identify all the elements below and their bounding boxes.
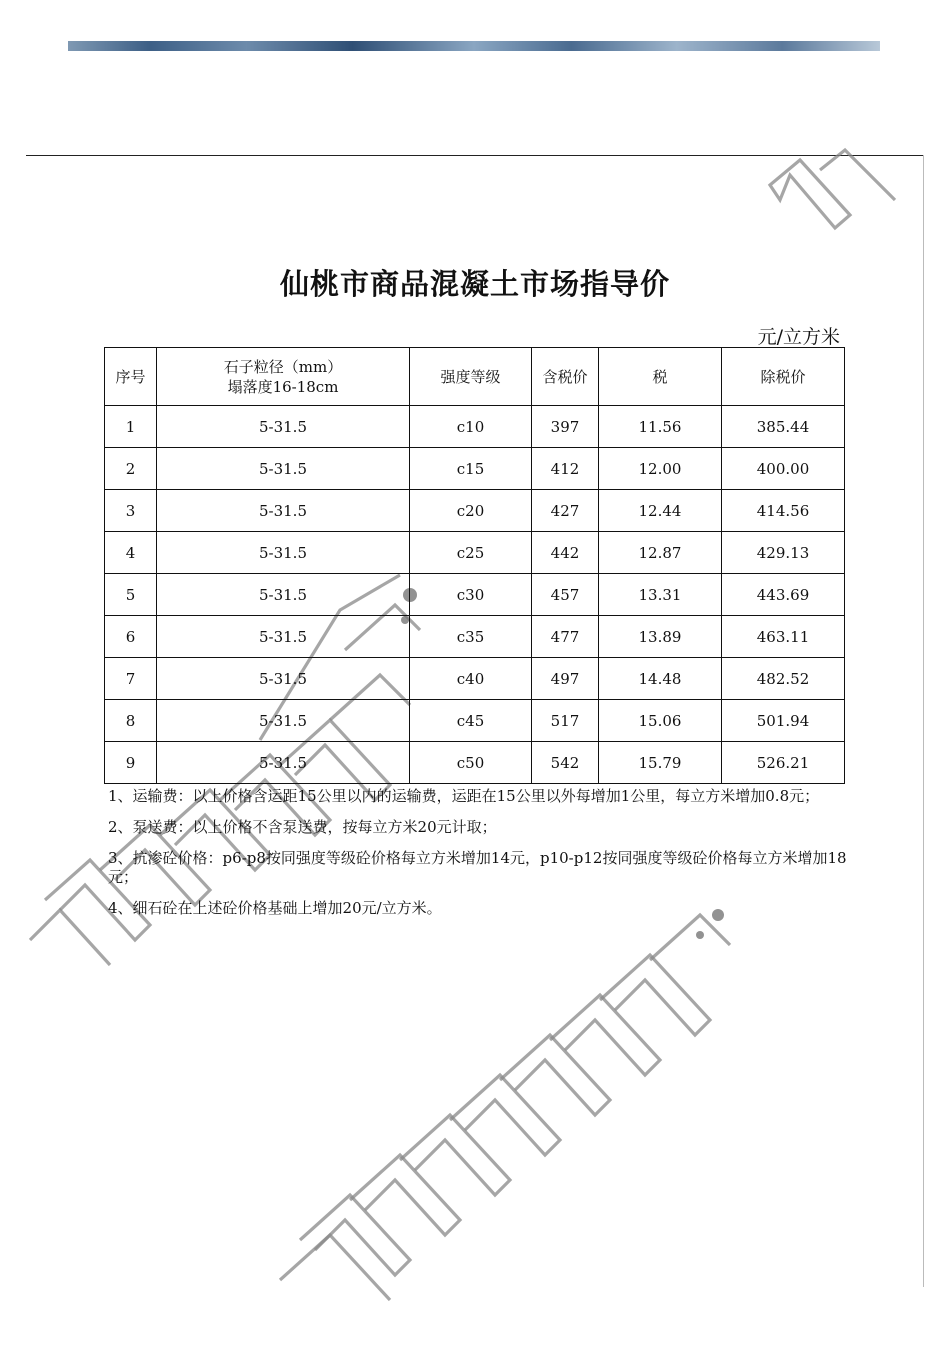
cell-stone-size: 5-31.5	[157, 574, 410, 616]
cell-index: 8	[105, 700, 157, 742]
header-banner-image	[68, 41, 880, 51]
table-row	[105, 490, 845, 532]
cell-index: 6	[105, 616, 157, 658]
cell-tax: 11.56	[599, 406, 722, 448]
cell-taxed-price: 442	[532, 532, 599, 574]
cell-stone-size: 5-31.5	[157, 448, 410, 490]
table-row	[105, 532, 845, 574]
table-row	[105, 406, 845, 448]
cell-net-price: 385.44	[722, 406, 845, 448]
cell-stone-size: 5-31.5	[157, 532, 410, 574]
cell-tax: 14.48	[599, 658, 722, 700]
cell-tax: 12.87	[599, 532, 722, 574]
cell-net-price: 482.52	[722, 658, 845, 700]
cell-tax: 13.31	[599, 574, 722, 616]
table-row	[105, 658, 845, 700]
header-divider	[26, 155, 924, 156]
page-edge-line	[923, 155, 924, 1287]
cell-taxed-price: 397	[532, 406, 599, 448]
cell-stone-size: 5-31.5	[157, 616, 410, 658]
cell-index: 1	[105, 406, 157, 448]
cell-stone-size: 5-31.5	[157, 490, 410, 532]
cell-stone-size: 5-31.5	[157, 658, 410, 700]
cell-index: 2	[105, 448, 157, 490]
cell-net-price: 526.21	[722, 742, 845, 784]
cell-tax: 12.00	[599, 448, 722, 490]
table-header-row	[105, 348, 845, 406]
cell-grade: c45	[410, 700, 532, 742]
cell-tax: 15.79	[599, 742, 722, 784]
cell-grade: c30	[410, 574, 532, 616]
cell-grade: c35	[410, 616, 532, 658]
cell-grade: c10	[410, 406, 532, 448]
cell-index: 5	[105, 574, 157, 616]
price-table	[104, 347, 845, 784]
cell-taxed-price: 412	[532, 448, 599, 490]
header-stone-line2: 塌落度16-18cm	[227, 377, 339, 396]
cell-taxed-price: 497	[532, 658, 599, 700]
notes-section	[108, 787, 848, 930]
cell-net-price: 463.11	[722, 616, 845, 658]
table-row	[105, 448, 845, 490]
cell-index: 4	[105, 532, 157, 574]
cell-grade: c25	[410, 532, 532, 574]
cell-tax: 12.44	[599, 490, 722, 532]
cell-net-price: 414.56	[722, 490, 845, 532]
table-row	[105, 700, 845, 742]
cell-grade: c15	[410, 448, 532, 490]
cell-index: 7	[105, 658, 157, 700]
note-transport: 1、运输费：以上价格含运距15公里以内的运输费，运距在15公里以外每增加1公里，每立方米增加0.8元；	[108, 787, 820, 805]
cell-tax: 15.06	[599, 700, 722, 742]
cell-taxed-price: 457	[532, 574, 599, 616]
cell-grade: c50	[410, 742, 532, 784]
cell-net-price: 429.13	[722, 532, 845, 574]
header-tax: 税	[599, 348, 722, 406]
unit-label: 元/立方米	[757, 326, 840, 348]
cell-grade: c40	[410, 658, 532, 700]
cell-net-price: 443.69	[722, 574, 845, 616]
cell-taxed-price: 542	[532, 742, 599, 784]
cell-index: 9	[105, 742, 157, 784]
cell-tax: 13.89	[599, 616, 722, 658]
header-grade: 强度等级	[410, 348, 532, 406]
cell-stone-size: 5-31.5	[157, 700, 410, 742]
cell-net-price: 400.00	[722, 448, 845, 490]
cell-taxed-price: 517	[532, 700, 599, 742]
header-net-price: 除税价	[722, 348, 845, 406]
note-pumping: 2、泵送费：以上价格不含泵送费，按每立方米20元计取；	[108, 818, 497, 836]
cell-stone-size: 5-31.5	[157, 406, 410, 448]
cell-index: 3	[105, 490, 157, 532]
page-title: 仙桃市商品混凝土市场指导价	[279, 267, 670, 301]
cell-taxed-price: 427	[532, 490, 599, 532]
header-index: 序号	[105, 348, 157, 406]
cell-grade: c20	[410, 490, 532, 532]
table-row	[105, 616, 845, 658]
note-impermeable: 3、抗渗砼价格：p6-p8按同强度等级砼价格每立方米增加14元，p10-p12按同强度等级砼价格每立方米增加18元；	[108, 849, 847, 886]
header-stone-size	[157, 348, 410, 406]
table-row	[105, 742, 845, 784]
table-row	[105, 574, 845, 616]
cell-stone-size: 5-31.5	[157, 742, 410, 784]
cell-net-price: 501.94	[722, 700, 845, 742]
header-taxed-price: 含税价	[532, 348, 599, 406]
note-fine-stone: 4、细石砼在上述砼价格基础上增加20元/立方米。	[108, 899, 442, 917]
header-stone-line1: 石子粒径（mm）	[223, 357, 343, 376]
cell-taxed-price: 477	[532, 616, 599, 658]
